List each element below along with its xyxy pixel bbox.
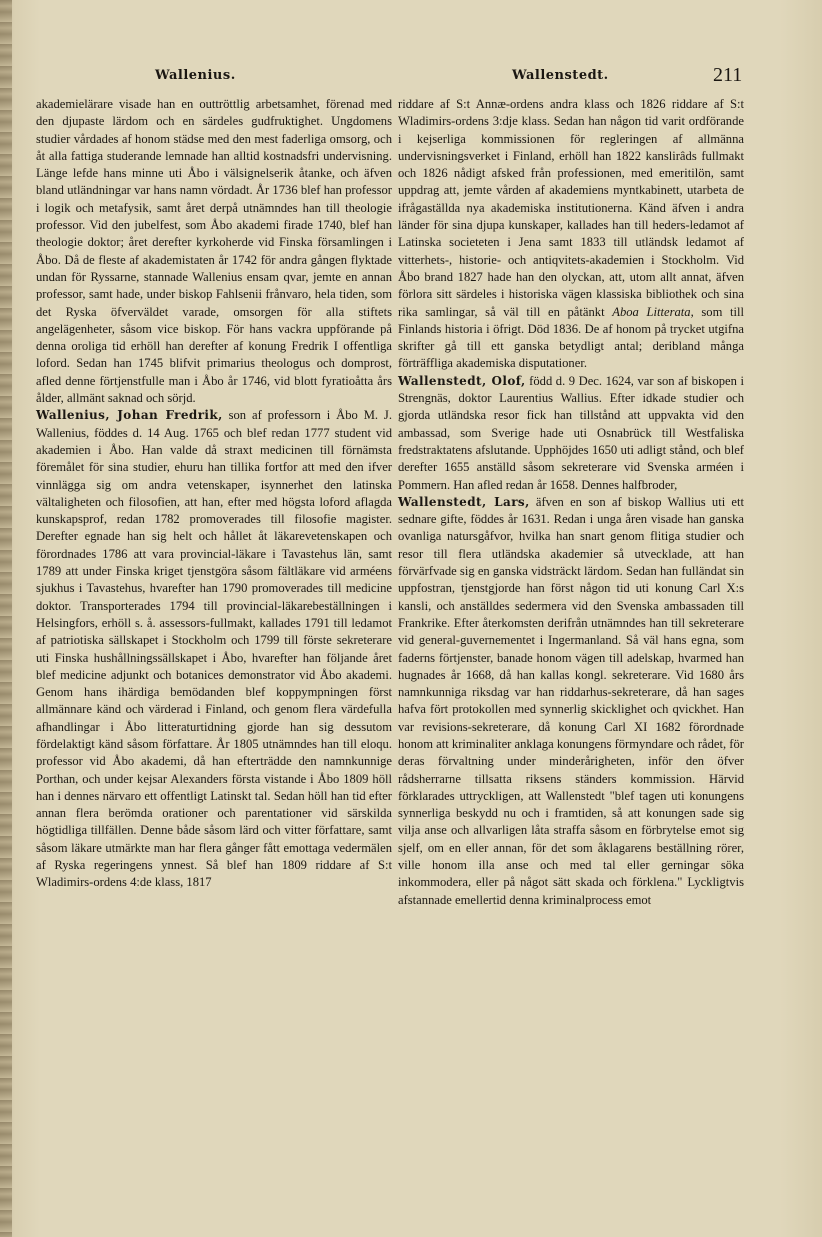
entry-text: son af professorn i Åbo M. J. Wallenius, föddes d. 14 Aug. 1765 och blef redan 1777 student vid akademien i Åbo. Han valde då straxt medicinen till förnämsta föremålet för sina studier, ehuru han tillika fortfor att med den ifver vinnlägga sig om andra vetenskaper, isynnerhet den latinska vältaligheten och filosofien, att han, efter med högsta loford aflagda kunskapsprof, redan 1782 promoverades till filosofie magister. Derefter egnade han sig helt och hållet åt läkarevetenskapen och förordnades 1786 att vara provincial-läkare i Tavastehus län, samt 1789 att under Finska kriget tjenstgöra såsom fältläkare vid arméens sjukhus i Tavastehus, hvarefter han 1790 promoverades till medicine doktor. Transporterades 1794 till provincial-läkarebeställningen i Helsingfors, erhöll s. å. assessors-fullmakt, kallades 1791 till ledamot af patriotiska sällskapet i Stockholm och 1799 till förste sekreterare uti Finska hushållningssällskapet i Åbo, hvarefter han följande året blef medicine adjunkt och botanices demonstrator vid Åbo akademi. Genom hans ihärdiga bemödanden blef koppympningen först allmännare känd och värderad i Finland, och genom flera värdefulla afhandlingar i Åbo litteraturtidning gjorde han sig dessutom fördelaktigt känd såsom författare. År 1805 utnämndes han till eloqu. professor vid Åbo akademi, då han efterträdde den namnkunnige Porthan, och under kejsar Alexanders första vistande i Åbo 1809 höll han i dennes närvaro ett offentligt Latinskt tal. Sedan höll han tid efter annan flera berömda orationer och parentationer vid särskilda högtidliga tillfällen. Denne både såsom lärd och vitter författare, samt såsom läkare utmärkte man har flera gånger fått emottaga vedermälen af Ryska regeringens ynnest. Så blef han 1809 riddare af S:t Wladimirs-ordens 4:de klass, 1817: [36, 408, 392, 890]
entry-text: äfven en son af biskop Wallius uti ett sednare gifte, föddes år 1631. Redan i unga åren visade han ganska ovanliga natursgåfvor, hvilka han snart genom flitiga studier och resor till flera utländska akademier så utvecklade, att han förvärfvade sig en ganska vidsträckt lärdom. Sedan han fulländat sin uppfostran, tjenstgjorde han först någon tid uti konung Carl X:s kansli, och anställdes sedermera vid den Svenska ambassaden till Frankrike. Efter återkomsten derifrån utnämndes han till sekreterare vid general-guvernementet i Ingermanland. Så väl hans egna, som faderns förtjenster, banade honom vägen till adelskap, hvarmed han hugnades år 1668, då han kallas kongl. sekreterare. Vid 1680 års namnkunniga riksdag var han riddarhus-sekreterare, då han sages hafva fört protokollen med synnerlig skicklighet och qvickhet. Han var revisions-sekreterare, då konung Carl XI 1682 förordnade honom att kriminaliter anklaga konungens förmyndare och rådet, för deras förvaltning under minderårigheten, inför den öfver rådsherrarne tillsatta riksens ständers kommission. Härvid förklarades uttryckligen, att Wallenstedt "blef tagen uti konungens synnerliga beskydd nu och i framtiden, så att konungen sade sig vilja anse och allvarligen låta straffa såsom en förbrytelse emot sig sjelf, om en eller annan, för det som åklagarens beställning rörer, ville honom illa anse och med tal eller gerningar söka inkommodera, eller på något sätt skada och förklena." Lyckligtvis afstannade emellertid denna kriminalprocess emot: [398, 494, 745, 907]
left-running-head: Wallenius.: [155, 68, 236, 83]
entry-wallenstedt-olof: [398, 373, 744, 494]
entry-wallenstedt-lars: [398, 494, 744, 909]
wallenius-continuation-paragraph-2: [398, 96, 744, 373]
right-running-head: Wallenstedt.: [512, 68, 609, 83]
entry-headword: Wallenstedt, Olof,: [398, 373, 526, 388]
entry-wallenius-johan-fredrik: [36, 407, 392, 891]
paragraph-text-b: som till Finlands historia i öfrigt. Död 1836. De af honom på trycket utgifna skrifter gå till ett ganska betydligt antal; deribland många förträffliga akademiska disputationer.: [398, 304, 745, 371]
page-number: 211: [713, 64, 743, 86]
left-column: [36, 96, 392, 892]
right-column: [398, 96, 744, 909]
paragraph-text-a: riddare af S:t Annæ-ordens andra klass och 1826 riddare af S:t Wladimirs-ordens 3:dje klass. Sedan han någon tid varit ordförande i kejserliga kommissionen för regleringen af allmänna undervisningsverket i Finland, erhöll han 1822 kanslirâds fullmakt och 1826 nådigt afsked från professionen, med emeritilön, samt uppdrag att, jemte vården af akademiens myntkabinett, utarbeta de ifrågaställda nya akademiska institutionerna. Känd äfven i andra länder för sina djupa kunskaper, kallades han till heders-ledamot af Latinska societeten i Jena samt 1833 till utländsk ledamot af vitterhets-, historie- och antiqvitets-akademien i Stockholm. Vid Åbo brand 1827 hade han den olyckan, att, utom allt annat, äfven förlora sitt särdeles i historiska vägen klassiska bibliothek och sina rika samlingar, så väl till en påtänkt: [398, 97, 744, 319]
entry-headword: Wallenius, Johan Fredrik,: [36, 408, 223, 423]
entry-headword: Wallenstedt, Lars,: [398, 494, 530, 509]
binding-gutter: [0, 0, 12, 1237]
running-header: [30, 64, 800, 86]
entry-text: född d. 9 Dec. 1624, var son af biskopen i Strengnäs, doktor Laurentius Wallius. Efter idkade studier och gjorda utländska resor fick han tillstånd att uppvakta vid den ambassad, som Sverige hade uti Osnabrück till Westfaliska fredstraktatens afslutande. Upphöjdes 1650 uti adligt stånd, och blef derefter 1655 anställd såsom sekreterare vid Svenska arméen i Pommern. Han afled redan år 1658. Dennes halfbroder,: [398, 373, 744, 492]
wallenius-continuation-paragraph: akademielärare visade han en outtröttlig arbetsamhet, förenad med den djupaste lärdom och en särdeles gudfruktighet. Ungdomens studier vårdades af honom städse med den mest faderliga omsorg, och åt alla fattiga studerande lemnade han alltid kostnadsfri undervisning. Länge lefde hans minne uti Åbo i välsignelserik åtanke, och äfven bland utländningar var hans namn vördadt. År 1736 blef han professor i logik och metafysik, samt året derpå utnämndes han till theologie professor. Vid den jubelfest, som Åbo akademi firade 1740, blef han theologie doktor; året derefter kyrkoherde vid Finska församlingen i Åbo. Då de fleste af akademistaten år 1742 för andra gången flyktade undan för Ryssarne, stannade Wallenius ensam qvar, jemte en annan professor, samt hade, under biskop Fahlsenii frånvaro, hela tiden, som det Ryska öfverväldet varade, omsorgen för alla stiftets angelägenheter, såsom vice biskop. För hans vackra uppförande på denna oroliga tid erhöll han derefter af konung Fredrik I offentliga loford. Sedan han 1745 blifvit primarius theologus och domprost, afled denne förtjenstfulle man i Åbo år 1746, vid blott fyratioåtta års ålder, allmänt saknad och sörjd.: [36, 97, 392, 406]
italic-title: Aboa Litterata,: [612, 304, 694, 319]
